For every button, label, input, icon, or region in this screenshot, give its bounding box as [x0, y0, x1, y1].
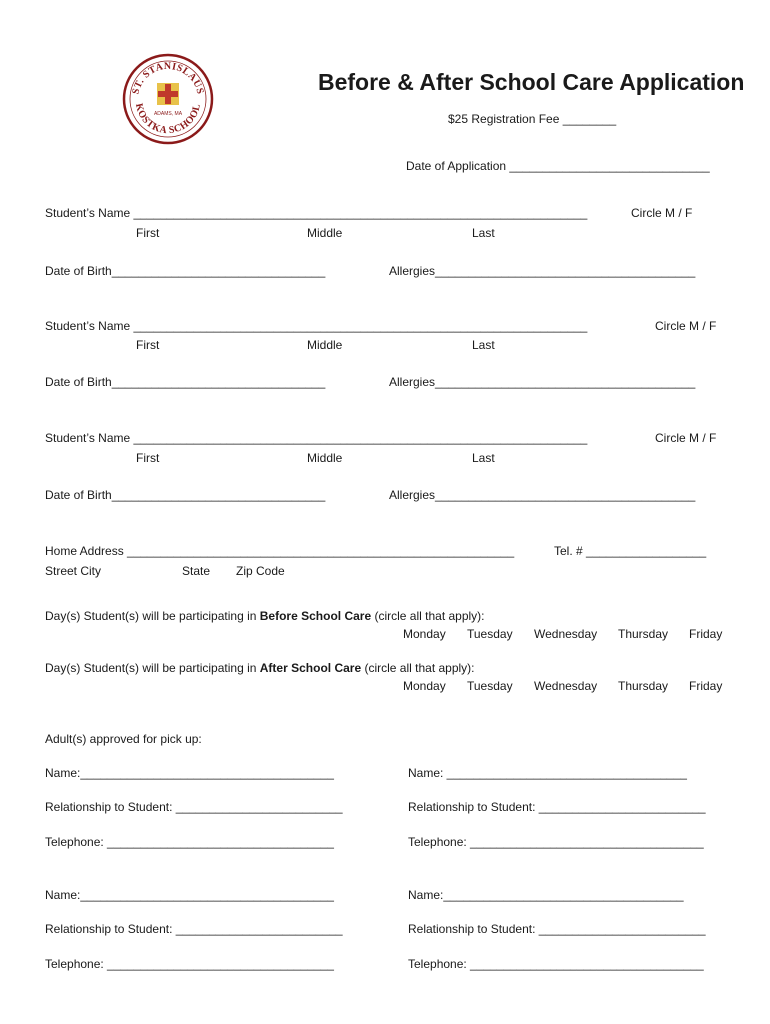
- logo-location: ADAMS, MA: [153, 111, 183, 117]
- pickup-1-telephone-field[interactable]: Telephone: __________________________________: [45, 835, 334, 849]
- state-label: State: [182, 564, 211, 578]
- street-city-label: Street City: [45, 564, 102, 578]
- before-care-label: Before School Care: [259, 609, 372, 623]
- student-2-first-label: First: [136, 338, 160, 352]
- after-day-thursday[interactable]: Thursday: [618, 679, 669, 693]
- zip-code-label: Zip Code: [236, 564, 285, 578]
- registration-fee-field[interactable]: $25 Registration Fee ________: [448, 112, 617, 126]
- before-day-monday[interactable]: Monday: [403, 627, 446, 641]
- student-1-dob-field[interactable]: Date of Birth________________________________: [45, 264, 326, 278]
- student-1-allergies-field[interactable]: Allergies_______________________________________: [389, 264, 696, 278]
- telephone-field[interactable]: Tel. # __________________: [554, 544, 707, 558]
- pickup-4-relationship-field[interactable]: Relationship to Student: _________________________: [408, 922, 706, 936]
- student-3-last-label: Last: [472, 451, 495, 465]
- pickup-1-relationship-field[interactable]: Relationship to Student: _________________________: [45, 800, 343, 814]
- school-seal-logo: [122, 53, 214, 145]
- student-3-middle-label: Middle: [307, 451, 343, 465]
- after-day-friday[interactable]: Friday: [689, 679, 723, 693]
- before-day-tuesday[interactable]: Tuesday: [467, 627, 513, 641]
- pickup-2-name-field[interactable]: Name: ____________________________________: [408, 766, 687, 780]
- student-1-last-label: Last: [472, 226, 495, 240]
- pickup-3-name-field[interactable]: Name:______________________________________: [45, 888, 334, 902]
- student-3-name-field[interactable]: Student’s Name ____________________________________________________________________: [45, 431, 588, 445]
- student-3-gender-circle[interactable]: Circle M / F: [655, 431, 717, 445]
- pickup-1-name-field[interactable]: Name:______________________________________: [45, 766, 334, 780]
- student-2-dob-field[interactable]: Date of Birth________________________________: [45, 375, 326, 389]
- student-1-name-field[interactable]: Student’s Name ____________________________________________________________________: [45, 206, 588, 220]
- after-care-prompt: Day(s) Student(s) will be participating in After School Care (circle all that apply):: [45, 661, 475, 675]
- pickup-4-telephone-field[interactable]: Telephone: ___________________________________: [408, 957, 704, 971]
- page-title: Before & After School Care Application: [318, 69, 745, 95]
- student-3-allergies-field[interactable]: Allergies_______________________________________: [389, 488, 696, 502]
- before-care-prompt: Day(s) Student(s) will be participating in Before School Care (circle all that apply):: [45, 609, 485, 623]
- after-day-tuesday[interactable]: Tuesday: [467, 679, 513, 693]
- student-1-gender-circle[interactable]: Circle M / F: [631, 206, 693, 220]
- before-day-thursday[interactable]: Thursday: [618, 627, 669, 641]
- pickup-heading: Adult(s) approved for pick up:: [45, 732, 202, 746]
- student-1-middle-label: Middle: [307, 226, 343, 240]
- student-2-allergies-field[interactable]: Allergies_______________________________________: [389, 375, 696, 389]
- home-address-field[interactable]: Home Address __________________________________________________________: [45, 544, 515, 558]
- student-2-gender-circle[interactable]: Circle M / F: [655, 319, 717, 333]
- pickup-2-relationship-field[interactable]: Relationship to Student: _________________________: [408, 800, 706, 814]
- student-3-dob-field[interactable]: Date of Birth________________________________: [45, 488, 326, 502]
- student-1-first-label: First: [136, 226, 160, 240]
- before-day-wednesday[interactable]: Wednesday: [534, 627, 598, 641]
- student-2-name-field[interactable]: Student’s Name ____________________________________________________________________: [45, 319, 588, 333]
- logo-top-text: ST. STANISLAUS: [130, 60, 206, 96]
- student-2-middle-label: Middle: [307, 338, 343, 352]
- after-care-label: After School Care: [259, 661, 362, 675]
- pickup-4-name-field[interactable]: Name:____________________________________: [408, 888, 684, 902]
- before-day-friday[interactable]: Friday: [689, 627, 723, 641]
- after-day-monday[interactable]: Monday: [403, 679, 446, 693]
- pickup-3-telephone-field[interactable]: Telephone: __________________________________: [45, 957, 334, 971]
- date-of-application-field[interactable]: Date of Application ______________________________: [406, 159, 710, 173]
- pickup-2-telephone-field[interactable]: Telephone: ___________________________________: [408, 835, 704, 849]
- after-day-wednesday[interactable]: Wednesday: [534, 679, 598, 693]
- student-3-first-label: First: [136, 451, 160, 465]
- pickup-3-relationship-field[interactable]: Relationship to Student: _________________________: [45, 922, 343, 936]
- student-2-last-label: Last: [472, 338, 495, 352]
- logo-bottom-text: KOSTKA SCHOOL: [132, 102, 203, 137]
